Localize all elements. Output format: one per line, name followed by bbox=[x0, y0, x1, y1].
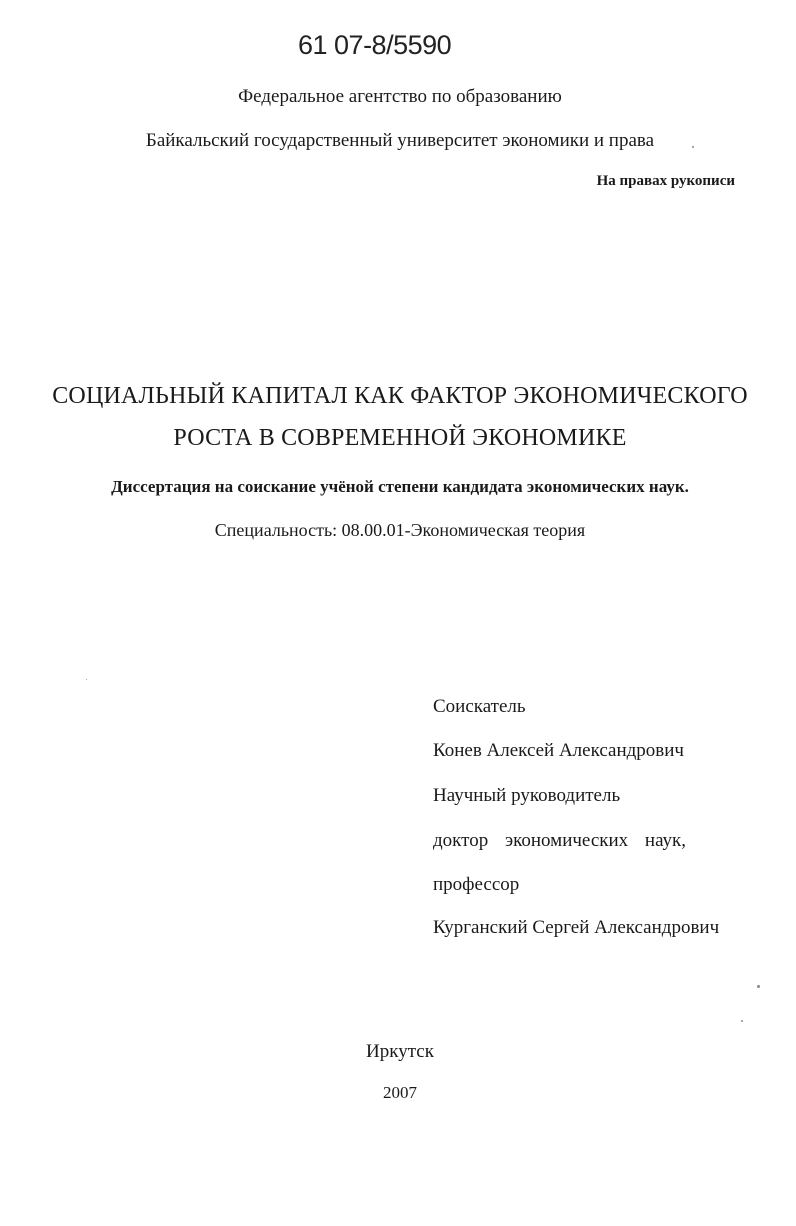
applicant-name: Конев Алексей Александрович bbox=[433, 740, 684, 761]
scan-speck bbox=[757, 985, 760, 988]
university-name: Байкальский государственный университет экономики и права bbox=[145, 130, 655, 151]
specialty-line: Специальность: 08.00.01-Экономическая теория bbox=[214, 520, 586, 540]
scan-speck bbox=[741, 1020, 743, 1022]
thesis-title-line-2: РОСТА В СОВРЕМЕННОЙ ЭКОНОМИКЕ bbox=[173, 425, 627, 451]
supervisor-degree: доктор экономических наук, bbox=[433, 830, 687, 851]
scan-speck bbox=[692, 146, 694, 148]
applicant-label: Соискатель bbox=[433, 696, 526, 717]
supervisor-label: Научный руководитель bbox=[433, 785, 621, 806]
supervisor-name: Курганский Сергей Александрович bbox=[433, 917, 720, 938]
year: 2007 bbox=[383, 1083, 417, 1102]
agency-name: Федеральное агентство по образованию bbox=[238, 86, 562, 107]
scan-speck bbox=[86, 679, 87, 680]
thesis-title-line-1: СОЦИАЛЬНЫЙ КАПИТАЛ КАК ФАКТОР ЭКОНОМИЧЕСКОГО bbox=[52, 383, 748, 409]
degree-statement: Диссертация на соискание учёной степени кандидата экономических наук. bbox=[111, 477, 689, 496]
city: Иркутск bbox=[366, 1041, 434, 1062]
archive-number: 61 07-8/5590 bbox=[298, 30, 452, 60]
manuscript-note: На правах рукописи bbox=[596, 173, 735, 189]
supervisor-title: профессор bbox=[433, 874, 520, 895]
